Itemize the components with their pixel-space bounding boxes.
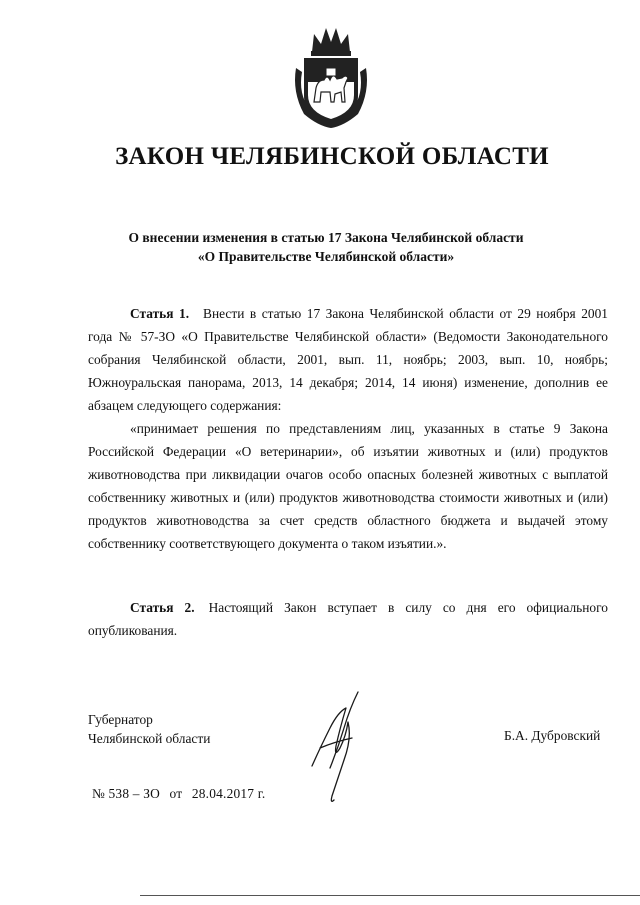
article-1-label: Статья 1. [130, 306, 190, 321]
article-1-quote: «принимает решения по представлениям лиц, указанных в статье 9 Закона Российской Федерации «О ветеринарии», об изъятии животных и (или) продуктов животноводства при ликвидации очагов особо опасных болезней животных с выплатой собственнику животных и (или) продуктов животноводства стоимости животных и (или) продуктов животноводства за счет средств областного бюджета и выдачей этому собственнику соответствующего документа о таком изъятии.». [88, 421, 608, 551]
registration-date: 28.04.2017 г. [191, 786, 266, 801]
article-1-paragraph [88, 302, 608, 417]
signatory-position-line-2: Челябинской области [88, 731, 211, 746]
registration-from: от [169, 786, 183, 801]
registration-line [92, 786, 271, 802]
subtitle-line-2: «О Правительстве Челябинской области» [197, 249, 455, 264]
subtitle-line-1: О внесении изменения в статью 17 Закона Челябинской области [128, 230, 524, 245]
bottom-divider [140, 895, 640, 896]
article-1-text: Внести в статью 17 Закона Челябинской области от 29 ноября 2001 года № 57-ЗО «О Правительстве Челябинской области» (Ведомости Законодательного собрания Челябинской области, 2001, вып. 11, ноябрь; 2003, вып. 10, ноябрь; Южноуральская панорама, 2013, 14 декабря; 2014, 14 июня) изменение, дополнив ее абзацем следующего содержания: [88, 306, 608, 413]
signatory-position-line-1: Губернатор [88, 712, 153, 727]
article-2-label: Статья 2. [130, 600, 195, 615]
article-1 [88, 302, 608, 555]
article-2 [88, 596, 608, 642]
article-2-text: Настоящий Закон вступает в силу со дня его официального опубликования. [88, 600, 608, 638]
signatory-name: Б.А. Дубровский [504, 728, 601, 743]
signatory-position [88, 710, 210, 748]
coat-of-arms-icon [290, 22, 372, 132]
registration-number: № 538 – ЗО [92, 786, 160, 801]
law-title: ЗАКОН ЧЕЛЯБИНСКОЙ ОБЛАСТИ [115, 143, 549, 170]
article-2-paragraph [88, 596, 608, 642]
law-subtitle [100, 228, 552, 266]
handwritten-signature-icon [300, 688, 370, 808]
